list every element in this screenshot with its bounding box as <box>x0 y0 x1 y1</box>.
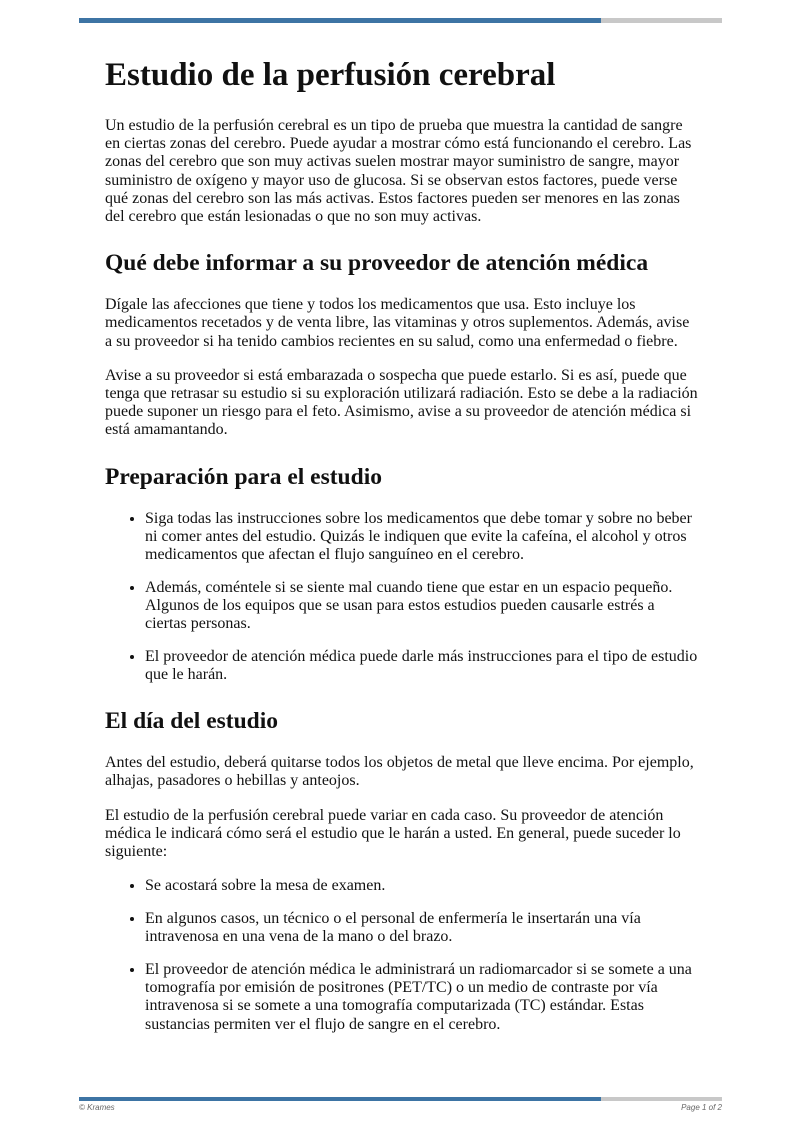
top-rule <box>79 18 722 23</box>
list-item: • Se acostará sobre la mesa de examen. <box>145 877 700 895</box>
procedure-list <box>105 877 700 1033</box>
footer-page-number: Page 1 of 2 <box>681 1103 722 1112</box>
list-item: • Siga todas las instrucciones sobre los medicamentos que debe tomar y sobre no beber ni comer antes del estudio. Quizás le indiquen que evite la cafeína, el alcohol y otros medicamentos que afectan el flujo sanguíneo en el cerebro. <box>145 510 700 565</box>
paragraph: Avise a su proveedor si está embarazada o sospecha que puede estarlo. Si es así, puede que tenga que retrasar su estudio si su exploración utilizará radiación. Esto se debe a la radiación puede suponer un riesgo para el feto. Asimismo, avise a su proveedor de atención médica si está amamantando. <box>105 366 698 439</box>
list-item: • En algunos casos, un técnico o el personal de enfermería le insertarán una vía intravenosa en una vena de la mano o del brazo. <box>145 910 700 946</box>
section-heading-inform: Qué debe informar a su proveedor de atención médica <box>105 250 649 277</box>
list-item: • El proveedor de atención médica le administrará un radiomarcador si se somete a una tomografía por emisión de positrones (PET/TC) o un medio de contraste por vía intravenosa si se somete a una tomografía computarizada (TC) estándar. Estas sustancias permiten ver el flujo de sangre en el cerebro. <box>145 961 700 1034</box>
intro-paragraph: Un estudio de la perfusión cerebral es un tipo de prueba que muestra la cantidad de sangre en ciertas zonas del cerebro. Puede ayudar a mostrar cómo está funcionando el cerebro. Las zonas del cerebro que son muy activas suelen mostrar mayor suministro de sangre, mayor suministro de oxígeno y mayor uso de glucosa. Si se observan estos factores, puede verse qué zonas del cerebro son las más activas. Estos factores pueden ser menores en las zonas del cerebro que están lesionadas o que no son muy activas. <box>105 117 692 226</box>
paragraph: El estudio de la perfusión cerebral puede variar en cada caso. Su proveedor de atención médica le indicará cómo será el estudio que le harán a usted. En general, puede suceder lo siguiente: <box>105 806 681 861</box>
footer-rule <box>79 1097 722 1101</box>
document-body <box>105 55 700 1048</box>
page-title: Estudio de la perfusión cerebral <box>105 57 556 93</box>
paragraph: Antes del estudio, deberá quitarse todos los objetos de metal que lleve encima. Por ejemplo, alhajas, pasadores o hebillas y anteojos. <box>105 754 694 790</box>
section-heading-preparation: Preparación para el estudio <box>105 463 382 490</box>
preparation-list <box>105 510 700 685</box>
footer-copyright: © Krames <box>79 1103 115 1112</box>
list-item: • El proveedor de atención médica puede darle más instrucciones para el tipo de estudio que le harán. <box>145 648 700 684</box>
paragraph: Dígale las afecciones que tiene y todos los medicamentos que usa. Esto incluye los medicamentos recetados y de venta libre, las vitaminas y otros suplementos. Además, avise a su proveedor si ha tenido cambios recientes en su salud, como una enfermedad o fiebre. <box>105 296 690 350</box>
section-heading-day: El día del estudio <box>105 708 279 735</box>
top-rule-accent <box>79 18 601 23</box>
list-item: • Además, coméntele si se siente mal cuando tiene que estar en un espacio pequeño. Algunos de los equipos que se usan para estos estudios pueden causarle estrés a ciertas personas. <box>145 579 700 634</box>
footer-rule-accent <box>79 1097 601 1101</box>
